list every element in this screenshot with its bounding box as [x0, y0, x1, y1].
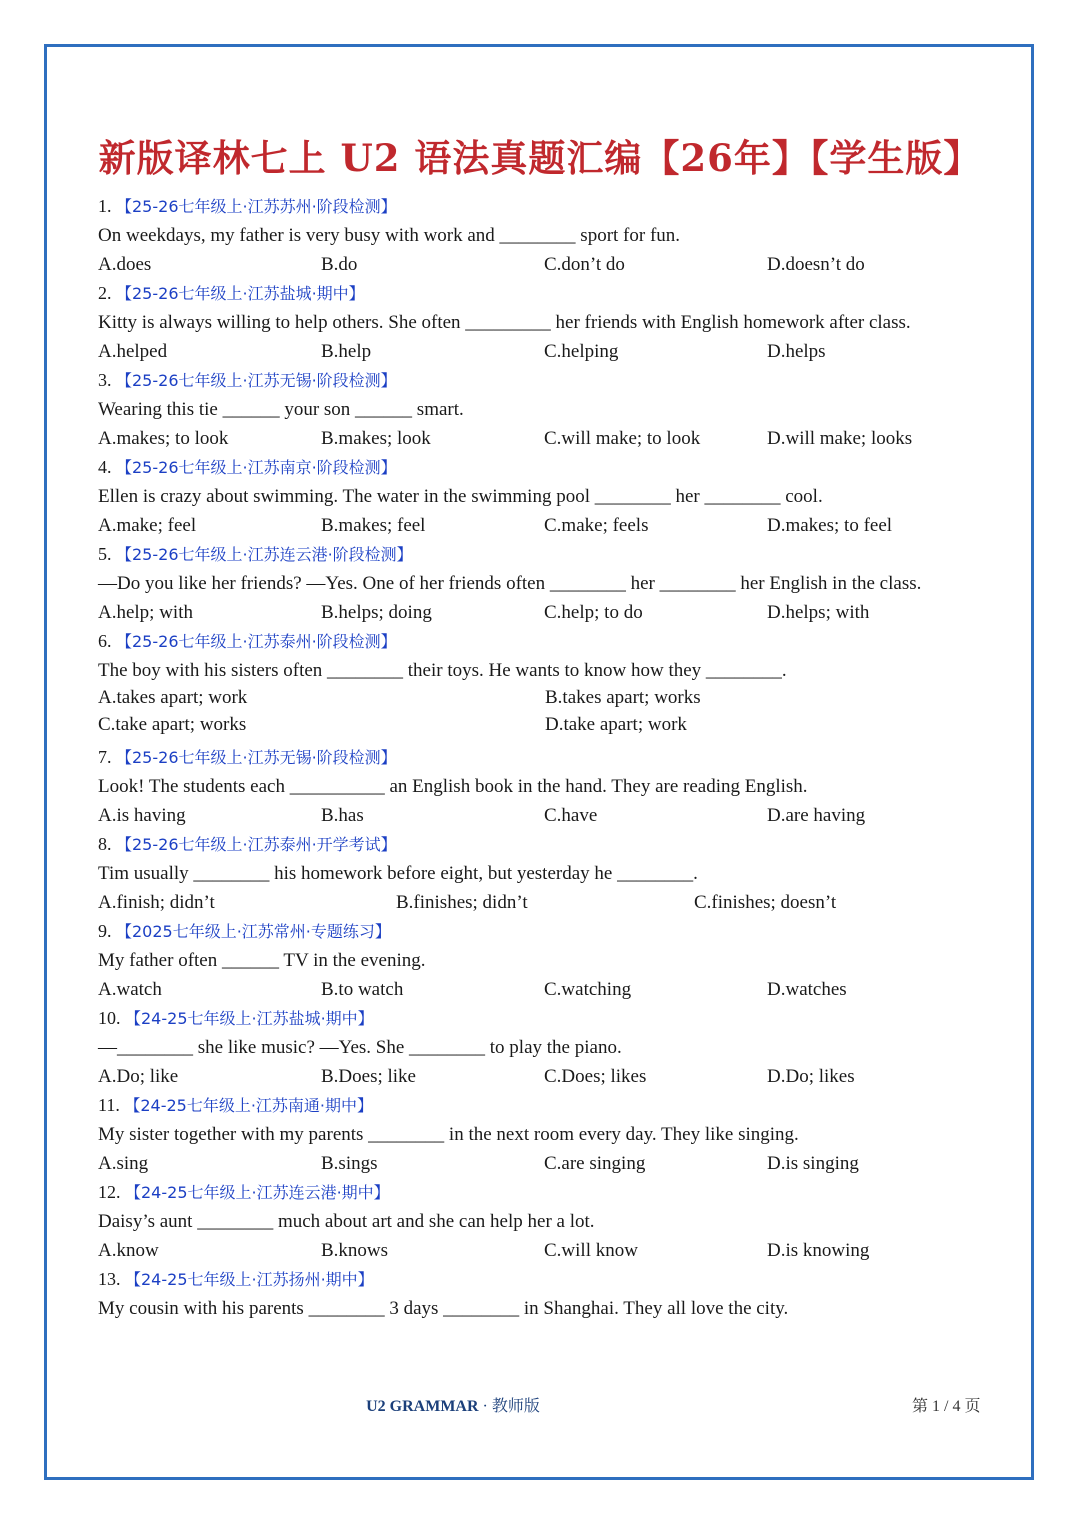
question-source: 【25-26七年级上·江苏泰州·开学考试】 [116, 835, 397, 854]
option-c: C.helping [544, 341, 619, 362]
question-number: 12. [98, 1182, 121, 1202]
question-source: 【24-25七年级上·江苏扬州·期中】 [125, 1270, 374, 1289]
page-number: 第 1 / 4 页 [912, 1398, 981, 1415]
question-source: 【25-26七年级上·江苏盐城·期中】 [116, 284, 365, 303]
question-number: 11. [98, 1095, 120, 1115]
option-b: B.helps; doing [321, 602, 432, 623]
option-b: B.do [321, 254, 358, 275]
options-row [98, 598, 998, 627]
options-row [98, 337, 998, 366]
question-number: 4. [98, 457, 112, 477]
option-b: B.sings [321, 1153, 378, 1174]
option-b: B.makes; feel [321, 515, 426, 536]
option-d: D.are having [767, 805, 866, 826]
option-c: C.will make; to look [544, 428, 701, 449]
question-text: Ellen is crazy about swimming. The water in the swimming pool ________ her ________ cool. [98, 486, 823, 507]
question-text: Wearing this tie ______ your son ______ smart. [98, 399, 464, 420]
question-7 [98, 743, 998, 830]
option-a: A.sing [98, 1153, 149, 1174]
question-source: 【25-26七年级上·江苏泰州·阶段检测】 [116, 632, 397, 651]
question-6 [98, 627, 998, 739]
question-number: 7. [98, 747, 112, 767]
question-text: My sister together with my parents ________ in the next room every day. They like singing. [98, 1124, 799, 1145]
question-text: Daisy’s aunt ________ much about art and she can help her a lot. [98, 1211, 595, 1232]
question-source: 【25-26七年级上·江苏无锡·阶段检测】 [116, 371, 397, 390]
question-2 [98, 279, 998, 366]
option-c: C.don’t do [544, 254, 625, 275]
option-c: C.are singing [544, 1153, 646, 1174]
question-list [98, 192, 998, 1323]
option-c: C.finishes; doesn’t [694, 892, 837, 913]
option-b: B.to watch [321, 979, 404, 1000]
option-a: A.know [98, 1240, 159, 1261]
options-row [98, 710, 998, 739]
option-d: D.take apart; work [545, 714, 687, 735]
option-b: B.Does; like [321, 1066, 416, 1087]
option-d: D.helps; with [767, 602, 870, 623]
question-number: 10. [98, 1008, 121, 1028]
option-d: D.makes; to feel [767, 515, 893, 536]
option-a: A.is having [98, 805, 186, 826]
option-b: B.takes apart; works [545, 687, 701, 708]
option-a: A.does [98, 254, 152, 275]
options-row [98, 250, 998, 279]
question-source: 【2025七年级上·江苏常州·专题练习】 [116, 922, 391, 941]
footer-subject: U2 GRAMMAR [366, 1398, 479, 1415]
question-text: Tim usually ________ his homework before eight, but yesterday he ________. [98, 863, 698, 884]
option-d: D.Do; likes [767, 1066, 855, 1087]
question-12 [98, 1178, 998, 1265]
question-number: 1. [98, 196, 112, 216]
question-text: Kitty is always willing to help others. She often _________ her friends with English homework after class. [98, 312, 911, 333]
option-d: D.helps [767, 341, 826, 362]
options-row [98, 801, 998, 830]
option-c: C.help; to do [544, 602, 643, 623]
option-d: D.is singing [767, 1153, 859, 1174]
option-a: A.makes; to look [98, 428, 229, 449]
question-number: 2. [98, 283, 112, 303]
option-a: A.finish; didn’t [98, 892, 215, 913]
question-source: 【24-25七年级上·江苏盐城·期中】 [125, 1009, 374, 1028]
question-1 [98, 192, 998, 279]
options-row [98, 1062, 998, 1091]
question-10 [98, 1004, 998, 1091]
question-text: The boy with his sisters often ________ their toys. He wants to know how they ________. [98, 660, 787, 681]
options-row [98, 424, 998, 453]
question-number: 8. [98, 834, 112, 854]
question-text: My cousin with his parents ________ 3 days ________ in Shanghai. They all love the city. [98, 1298, 789, 1319]
option-a: A.help; with [98, 602, 193, 623]
option-a: A.Do; like [98, 1066, 179, 1087]
question-source: 【25-26七年级上·江苏南京·阶段检测】 [116, 458, 397, 477]
option-b: B.help [321, 341, 372, 362]
footer-edition: · 教师版 [478, 1398, 540, 1415]
question-5 [98, 540, 998, 627]
options-row [98, 685, 998, 710]
question-11 [98, 1091, 998, 1178]
question-source: 【25-26七年级上·江苏连云港·阶段检测】 [116, 545, 413, 564]
options-row [98, 975, 998, 1004]
option-b: B.knows [321, 1240, 389, 1261]
option-d: D.watches [767, 979, 847, 1000]
question-text: —________ she like music? —Yes. She ________ to play the piano. [98, 1037, 622, 1058]
option-d: D.doesn’t do [767, 254, 865, 275]
option-c: C.make; feels [544, 515, 649, 536]
option-a: A.takes apart; work [98, 687, 248, 708]
question-number: 5. [98, 544, 112, 564]
option-a: A.watch [98, 979, 162, 1000]
question-text: Look! The students each __________ an English book in the hand. They are reading English. [98, 776, 808, 797]
option-a: A.make; feel [98, 515, 197, 536]
option-b: B.has [321, 805, 364, 826]
question-3 [98, 366, 998, 453]
question-text: On weekdays, my father is very busy with work and ________ sport for fun. [98, 225, 681, 246]
options-row [98, 511, 998, 540]
question-source: 【25-26七年级上·江苏无锡·阶段检测】 [116, 748, 397, 767]
question-4 [98, 453, 998, 540]
question-9 [98, 917, 998, 1004]
question-source: 【24-25七年级上·江苏连云港·期中】 [125, 1183, 390, 1202]
option-d: D.is knowing [767, 1240, 870, 1261]
options-row [98, 1236, 998, 1265]
question-13 [98, 1265, 998, 1323]
option-c: C.watching [544, 979, 632, 1000]
question-number: 9. [98, 921, 112, 941]
question-number: 6. [98, 631, 112, 651]
option-a: A.helped [98, 341, 168, 362]
option-c: C.take apart; works [98, 714, 247, 735]
options-row [98, 1149, 998, 1178]
page-title: 新版译林七上 U2 语法真题汇编【26年】【学生版】 [98, 136, 982, 180]
question-source: 【24-25七年级上·江苏南通·期中】 [124, 1096, 374, 1115]
question-text: My father often ______ TV in the evening. [98, 950, 426, 971]
question-text: —Do you like her friends? —Yes. One of her friends often ________ her ________ her English in the class. [98, 573, 922, 594]
option-d: D.will make; looks [767, 428, 913, 449]
question-source: 【25-26七年级上·江苏苏州·阶段检测】 [116, 197, 397, 216]
option-c: C.will know [544, 1240, 638, 1261]
option-c: C.Does; likes [544, 1066, 647, 1087]
option-b: B.finishes; didn’t [396, 892, 528, 913]
question-number: 3. [98, 370, 112, 390]
footer-label [0, 1393, 906, 1416]
option-b: B.makes; look [321, 428, 431, 449]
question-number: 13. [98, 1269, 121, 1289]
option-c: C.have [544, 805, 598, 826]
question-8 [98, 830, 998, 917]
options-row [98, 888, 998, 917]
